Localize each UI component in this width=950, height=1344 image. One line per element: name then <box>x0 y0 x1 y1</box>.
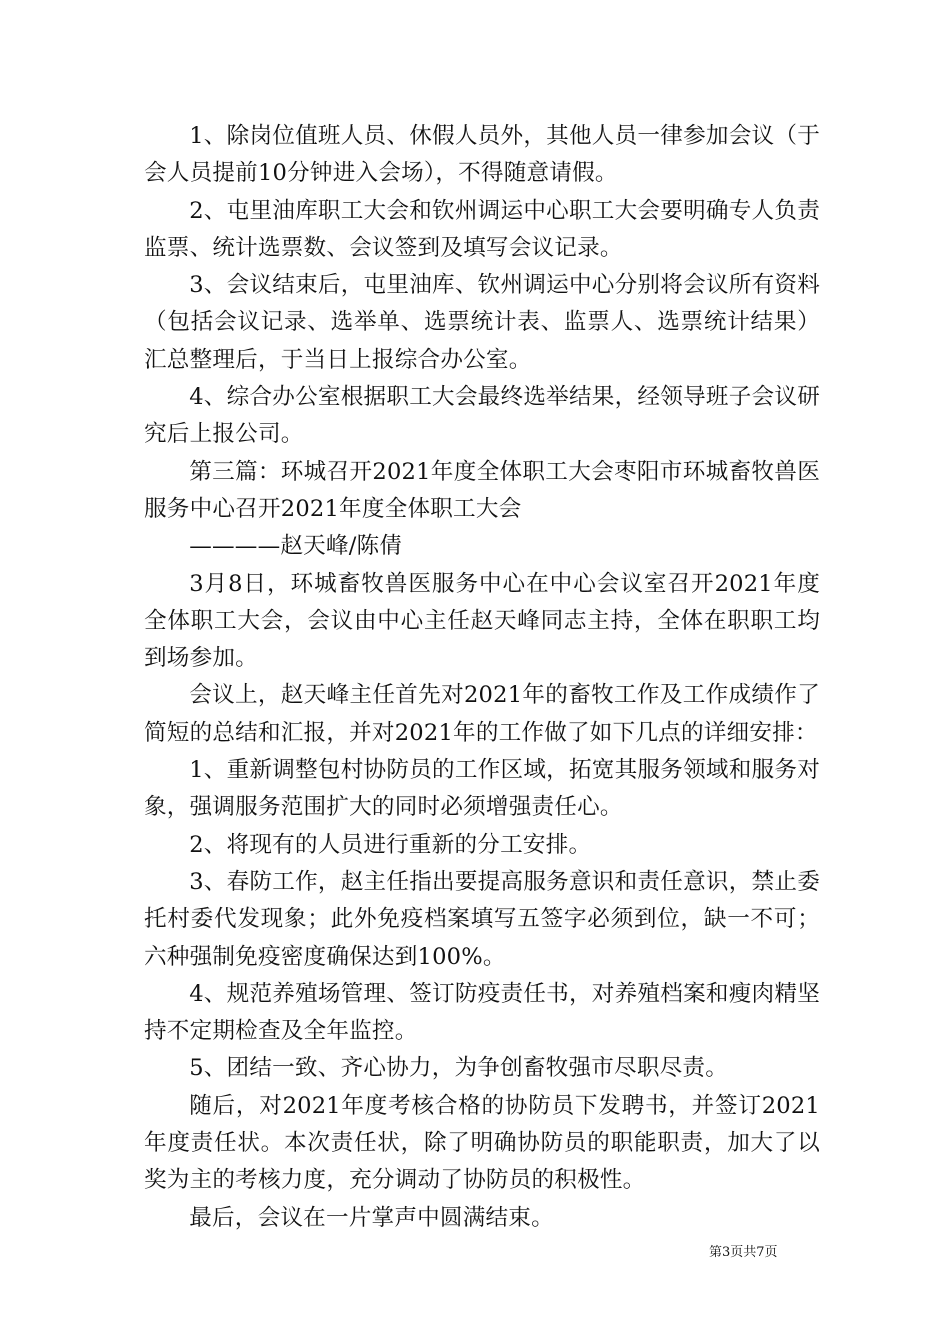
paragraph-rule-4: 4、综合办公室根据职工大会最终选举结果，经领导班子会议研究后上报公司。 <box>144 384 820 448</box>
paragraph-rule-3: 3、会议结束后，屯里油库、钦州调运中心分别将会议所有资料（包括会议记录、选举单、选票统计表、监票人、选票统计结果）汇总整理后，于当日上报综合办公室。 <box>144 272 820 373</box>
paragraph-item-1: 1、重新调整包村协防员的工作区域，拓宽其服务领域和服务对象，强调服务范围扩大的同时必须增强责任心。 <box>144 757 820 821</box>
paragraph-item-4: 4、规范养殖场管理、签订防疫责任书，对养殖档案和瘦肉精坚持不定期检查及全年监控。 <box>144 980 820 1045</box>
author-line: ————赵天峰/陈倩 <box>189 533 403 560</box>
paragraph-meeting-summary: 会议上，赵天峰主任首先对2021年的畜牧工作及工作成绩作了简短的总结和汇报，并对2021年的工作做了如下几点的详细安排： <box>144 682 820 746</box>
paragraph-item-5: 5、团结一致、齐心协力，为争创畜牧强市尽职尽责。 <box>189 1055 729 1082</box>
paragraph-contracts: 随后，对2021年度考核合格的协防员下发聘书，并签订2021年度责任状。本次责任状，除了明确协防员的职能职责，加大了以奖为主的考核力度，充分调动了协防员的积极性。 <box>144 1092 820 1194</box>
paragraph-closing: 最后，会议在一片掌声中圆满结束。 <box>189 1204 554 1231</box>
paragraph-meeting-intro: 3月8日，环城畜牧兽医服务中心在中心会议室召开2021年度全体职工大会，会议由中心主任赵天峰同志主持，全体在职职工均到场参加。 <box>144 570 820 672</box>
paragraph-item-3: 3、春防工作，赵主任指出要提高服务意识和责任意识，禁止委托村委代发现象；此外免疫档案填写五签字必须到位，缺一不可；六种强制免疫密度确保达到100%。 <box>144 868 820 970</box>
document-body <box>144 118 820 1237</box>
paragraph-rule-1: 1、除岗位值班人员、休假人员外，其他人员一律参加会议（于会人员提前10分钟进入会场），不得随意请假。 <box>144 123 820 187</box>
page-number: 第3页共7页 <box>709 1245 778 1260</box>
paragraph-item-2: 2、将现有的人员进行重新的分工安排。 <box>189 831 592 858</box>
paragraph-rule-2: 2、屯里油库职工大会和钦州调运中心职工大会要明确专人负责监票、统计选票数、会议签到及填写会议记录。 <box>144 197 820 261</box>
section-heading: 第三篇：环城召开2021年度全体职工大会枣阳市环城畜牧兽医服务中心召开2021年度全体职工大会 <box>144 458 820 522</box>
